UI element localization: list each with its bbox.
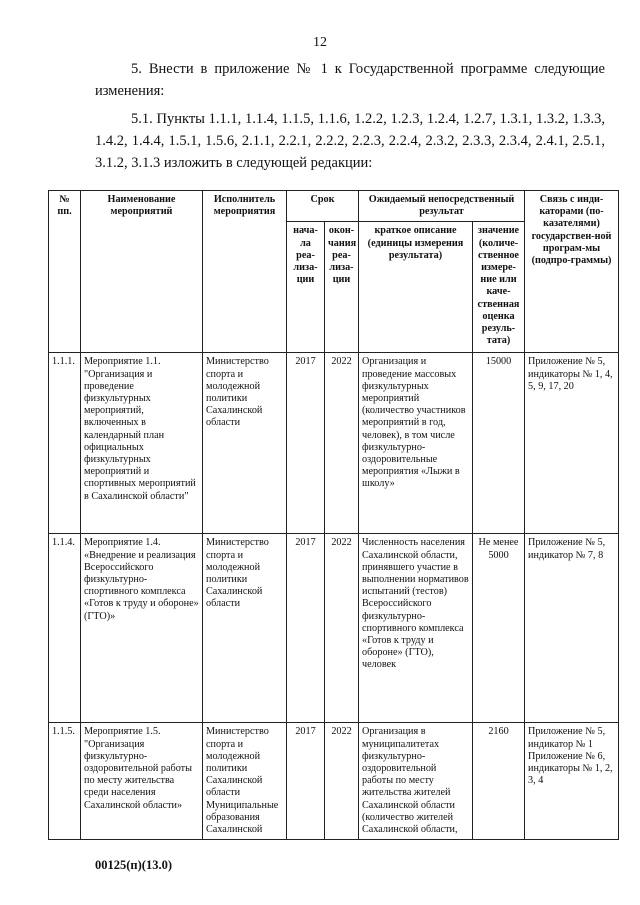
cell-desc: Организация и проведение массовых физкультурных мероприятий (количество участников мероприятий в год, человек), в том числе физкультурно-оздоровительные мероприятия «Лыжи в школу» bbox=[359, 353, 473, 534]
cell-executor: Министерство спорта и молодежной политики Сахалинской области bbox=[203, 534, 287, 723]
paragraph-2 bbox=[95, 108, 605, 174]
cell-link: Приложение № 5, индикатор № 7, 8 bbox=[525, 534, 619, 723]
header-result: Ожидаемый непосредственный результат bbox=[359, 191, 525, 222]
cell-start: 2017 bbox=[287, 534, 325, 723]
cell-executor: Министерство спорта и молодежной политики Сахалинской области Муниципальные образования Сахалинской bbox=[203, 723, 287, 840]
cell-value: 15000 bbox=[473, 353, 525, 534]
header-term-start: нача-ла реа-лиза-ции bbox=[287, 222, 325, 353]
cell-link bbox=[525, 723, 619, 840]
paragraph-1-text: 5. Внести в приложение № 1 к Государственной программе следующие изменения: bbox=[95, 61, 605, 99]
cell-desc: Численность населения Сахалинской области, принявшего участие в выполнении нормативов испытаний (тестов) Всероссийского физкультурно-спортивного комплекса «Готов к труду и обороне» (ГТО), человек bbox=[359, 534, 473, 723]
header-num: № пп. bbox=[49, 191, 81, 353]
cell-name: Мероприятие 1.4. «Внедрение и реализация Всероссийского физкультурно-спортивного комплекса «Готов к труду и обороне» (ГТО)» bbox=[81, 534, 203, 723]
cell-num: 1.1.1. bbox=[49, 353, 81, 534]
cell-name: Мероприятие 1.5. "Организация физкультурно-оздоровительной работы по месту жительства среди населения Сахалинской области» bbox=[81, 723, 203, 840]
header-result-desc: краткое описание (единицы измерения результата) bbox=[359, 222, 473, 353]
cell-executor: Министерство спорта и молодежной политики Сахалинской области bbox=[203, 353, 287, 534]
header-link: Связь с инди-каторами (по-казателями) государствен-ной програм-мы (подпро-граммы) bbox=[525, 191, 619, 353]
cell-link-line-1: Приложение № 5, индикатор № 1 bbox=[528, 726, 606, 750]
cell-start: 2017 bbox=[287, 353, 325, 534]
cell-num: 1.1.5. bbox=[49, 723, 81, 840]
measures-table bbox=[48, 190, 619, 840]
cell-end: 2022 bbox=[325, 723, 359, 840]
table-row bbox=[49, 353, 619, 534]
paragraph-1 bbox=[95, 58, 605, 102]
header-term: Срок bbox=[287, 191, 359, 222]
header-name: Наименование мероприятий bbox=[81, 191, 203, 353]
cell-end: 2022 bbox=[325, 353, 359, 534]
header-row-1 bbox=[49, 191, 619, 222]
cell-link: Приложение № 5, индикаторы № 1, 4, 5, 9, 17, 20 bbox=[525, 353, 619, 534]
paragraph-2-text: 5.1. Пункты 1.1.1, 1.1.4, 1.1.5, 1.1.6, 1.2.2, 1.2.3, 1.2.4, 1.2.7, 1.3.1, 1.3.2, 1.3.3, 1.4.2, 1.4.4, 1.5.1, 1.5.6, 2.1.1, 2.2.1, 2.2.2, 2.2.3, 2.2.4, 2.3.2, 2.3.3, 2.3.4, 2.4.1, 2.5.1, 3.1.2, 3.1.3 изложить в следующей редакции: bbox=[95, 111, 605, 171]
cell-num: 1.1.4. bbox=[49, 534, 81, 723]
cell-desc: Организация в муниципалитетах физкультурно-оздоровительной работы по месту жительства жителей Сахалинской области (количество жителей Сахалинской области, bbox=[359, 723, 473, 840]
cell-name: Мероприятие 1.1. "Организация и проведение физкультурных мероприятий, включенных в календарный план официальных физкультурных мероприятий и спортивных мероприятий в Сахалинской области" bbox=[81, 353, 203, 534]
header-executor: Исполнитель мероприятия bbox=[203, 191, 287, 353]
cell-value: Не менее 5000 bbox=[473, 534, 525, 723]
cell-value: 2160 bbox=[473, 723, 525, 840]
cell-start: 2017 bbox=[287, 723, 325, 840]
page-number: 12 bbox=[313, 35, 327, 50]
table-row bbox=[49, 534, 619, 723]
header-term-end: окон-чания реа-лиза-ции bbox=[325, 222, 359, 353]
header-result-value: значение (количе-ственное измере-ние или каче-ственная оценка резуль-тата) bbox=[473, 222, 525, 353]
cell-link-line-2: Приложение № 6, индикаторы № 1, 2, 3, 4 bbox=[528, 750, 613, 787]
cell-end: 2022 bbox=[325, 534, 359, 723]
table-row bbox=[49, 723, 619, 840]
footer-code: 00125(п)(13.0) bbox=[95, 858, 172, 872]
